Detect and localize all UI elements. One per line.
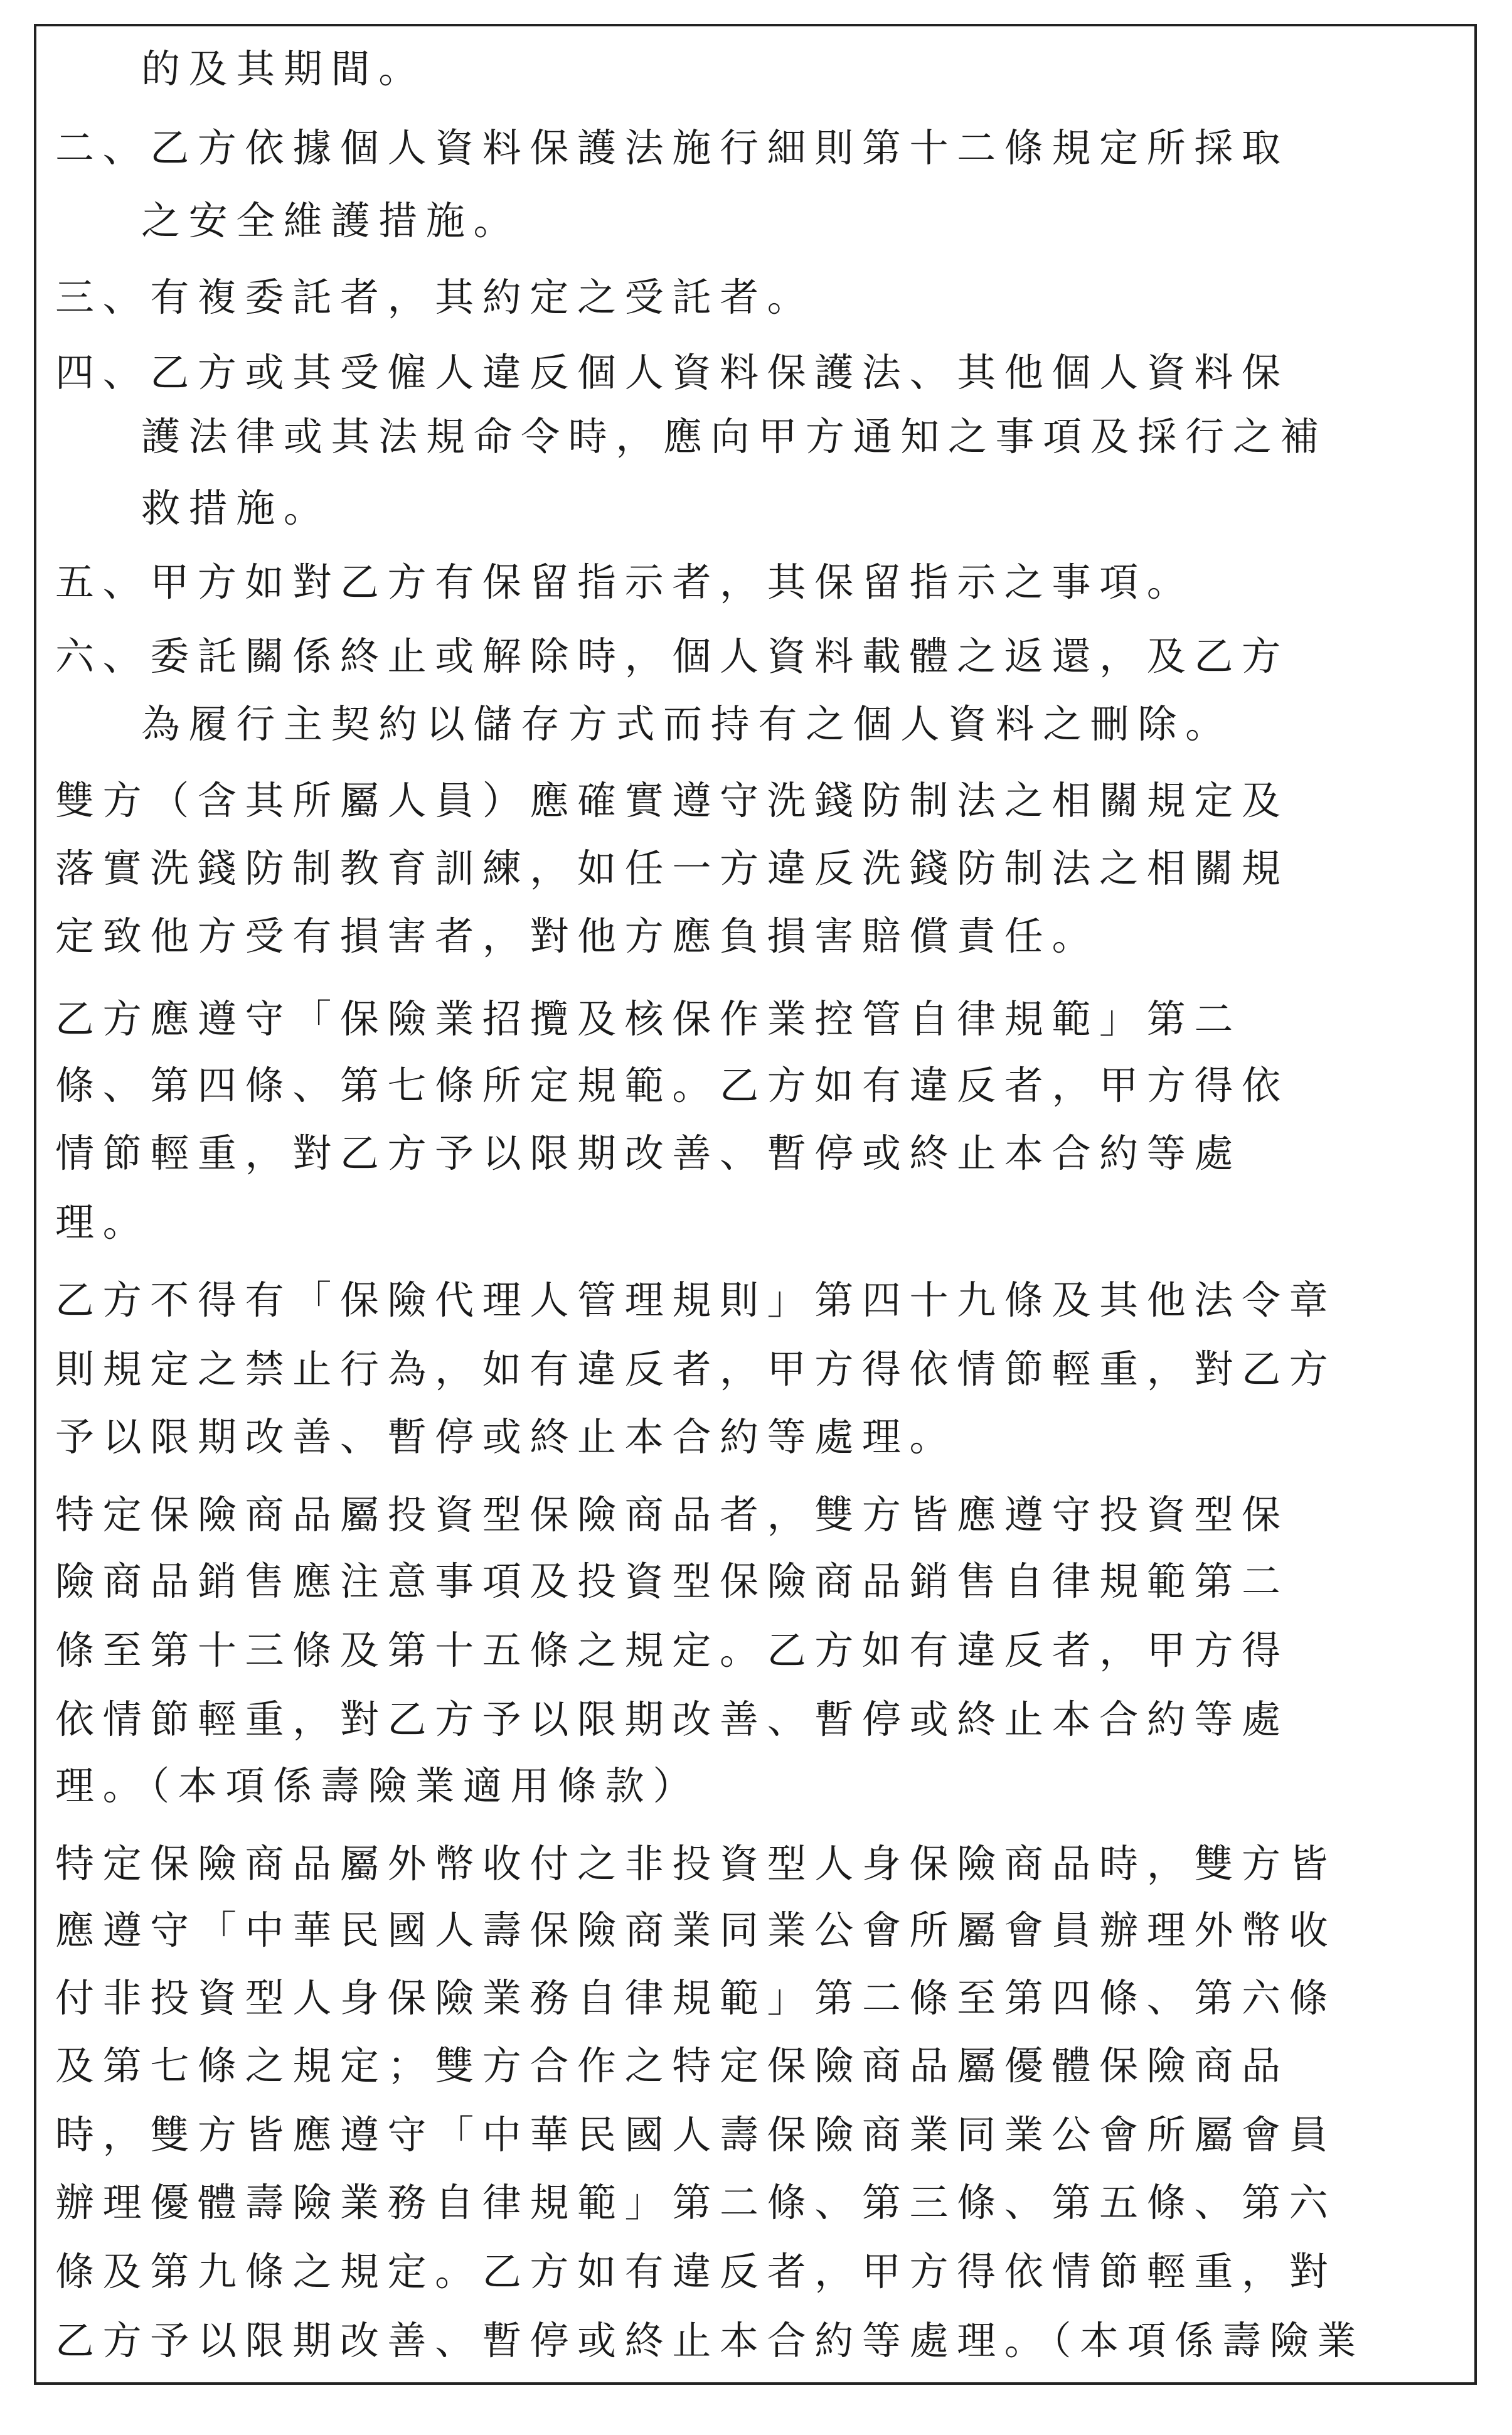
text-line: 救措施。 <box>141 485 331 531</box>
text-line: 應遵守「中華民國人壽保險商業同業公會所屬會員辦理外幣收 <box>55 1907 1337 1953</box>
text-line: 六、委託關係終止或解除時，個人資料載體之返還，及乙方 <box>55 633 1289 679</box>
text-line: 特定保險商品屬投資型保險商品者，雙方皆應遵守投資型保 <box>55 1492 1289 1538</box>
text-line: 落實洗錢防制教育訓練，如任一方違反洗錢防制法之相關規 <box>55 845 1289 891</box>
text-line: 之安全維護措施。 <box>141 198 521 244</box>
text-line: 則規定之禁止行為，如有違反者，甲方得依情節輕重，對乙方 <box>55 1346 1337 1392</box>
text-line: 依情節輕重，對乙方予以限期改善、暫停或終止本合約等處 <box>55 1696 1289 1742</box>
text-line: 定致他方受有損害者，對他方應負損害賠償責任。 <box>55 913 1100 959</box>
text-line: 及第七條之規定；雙方合作之特定保險商品屬優體保險商品 <box>55 2043 1289 2089</box>
text-line: 的及其期間。 <box>141 46 426 92</box>
text-line: 為履行主契約以儲存方式而持有之個人資料之刪除。 <box>141 701 1233 747</box>
text-line: 五、甲方如對乙方有保留指示者，其保留指示之事項。 <box>55 559 1195 605</box>
text-line: 護法律或其法規命令時，應向甲方通知之事項及採行之補 <box>141 414 1328 459</box>
text-line: 三、有複委託者，其約定之受託者。 <box>55 274 815 320</box>
text-line: 辦理優體壽險業務自律規範」第二條、第三條、第五條、第六 <box>55 2180 1337 2225</box>
text-line: 理。 <box>55 1199 151 1245</box>
text-line: 二、乙方依據個人資料保護法施行細則第十二條規定所採取 <box>55 125 1289 171</box>
text-line: 乙方不得有「保險代理人管理規則」第四十九條及其他法令章 <box>55 1277 1337 1323</box>
text-line: 條及第九條之規定。乙方如有違反者，甲方得依情節輕重，對 <box>55 2249 1337 2294</box>
text-line: 特定保險商品屬外幣收付之非投資型人身保險商品時，雙方皆 <box>55 1841 1337 1886</box>
text-line: 乙方予以限期改善、暫停或終止本合約等處理。（本項係壽險業 <box>55 2318 1365 2363</box>
text-line: 理。（本項係壽險業適用條款） <box>55 1763 700 1809</box>
text-line: 付非投資型人身保險業務自律規範」第二條至第四條、第六條 <box>55 1975 1337 2021</box>
text-line: 情節輕重，對乙方予以限期改善、暫停或終止本合約等處 <box>55 1130 1242 1176</box>
text-line: 時，雙方皆應遵守「中華民國人壽保險商業同業公會所屬會員 <box>55 2112 1337 2158</box>
text-line: 予以限期改善、暫停或終止本合約等處理。 <box>55 1414 957 1460</box>
text-line: 乙方應遵守「保險業招攬及核保作業控管自律規範」第二 <box>55 996 1242 1042</box>
text-line: 條、第四條、第七條所定規範。乙方如有違反者，甲方得依 <box>55 1062 1289 1108</box>
text-line: 四、乙方或其受僱人違反個人資料保護法、其他個人資料保 <box>55 350 1289 395</box>
text-line: 雙方（含其所屬人員）應確實遵守洗錢防制法之相關規定及 <box>55 778 1289 823</box>
text-line: 條至第十三條及第十五條之規定。乙方如有違反者，甲方得 <box>55 1627 1289 1673</box>
text-line: 險商品銷售應注意事項及投資型保險商品銷售自律規範第二 <box>55 1558 1289 1604</box>
